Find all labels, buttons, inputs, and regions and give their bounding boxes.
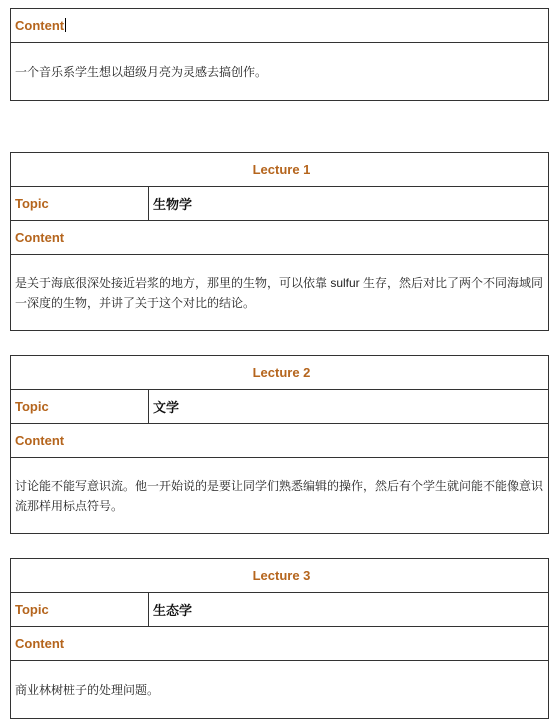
topic-value[interactable]: 生态学 bbox=[149, 593, 549, 627]
lecture-table-2 bbox=[10, 355, 549, 534]
intro-content-header[interactable] bbox=[11, 9, 549, 43]
content-text[interactable]: 是关于海底很深处接近岩浆的地方，那里的生物，可以依靠 sulfur 生存，然后对比了两个不同海域同一深度的生物，并讲了关于这个对比的结论。 bbox=[11, 255, 549, 331]
content-text[interactable]: 讨论能不能写意识流。他一开始说的是要让同学们熟悉编辑的操作，然后有个学生就问能不能像意识流那样用标点符号。 bbox=[11, 458, 549, 534]
content-label: Content bbox=[11, 424, 549, 458]
lecture-table-1 bbox=[10, 152, 549, 331]
lecture-title: Lecture 1 bbox=[11, 153, 549, 187]
lecture-title: Lecture 2 bbox=[11, 356, 549, 390]
content-text[interactable]: 商业林树桩子的处理问题。 bbox=[11, 661, 549, 719]
text-cursor bbox=[65, 18, 66, 32]
topic-label: Topic bbox=[11, 390, 149, 424]
topic-label: Topic bbox=[11, 187, 149, 221]
topic-value[interactable]: 文学 bbox=[149, 390, 549, 424]
topic-label: Topic bbox=[11, 593, 149, 627]
intro-table bbox=[10, 8, 549, 101]
lecture-table-3 bbox=[10, 558, 549, 719]
intro-content-text[interactable]: 一个音乐系学生想以超级月亮为灵感去搞创作。 bbox=[11, 43, 549, 101]
content-label: Content bbox=[11, 221, 549, 255]
topic-value[interactable]: 生物学 bbox=[149, 187, 549, 221]
lecture-title: Lecture 3 bbox=[11, 559, 549, 593]
content-label: Content bbox=[11, 627, 549, 661]
content-label: Content bbox=[15, 17, 65, 33]
